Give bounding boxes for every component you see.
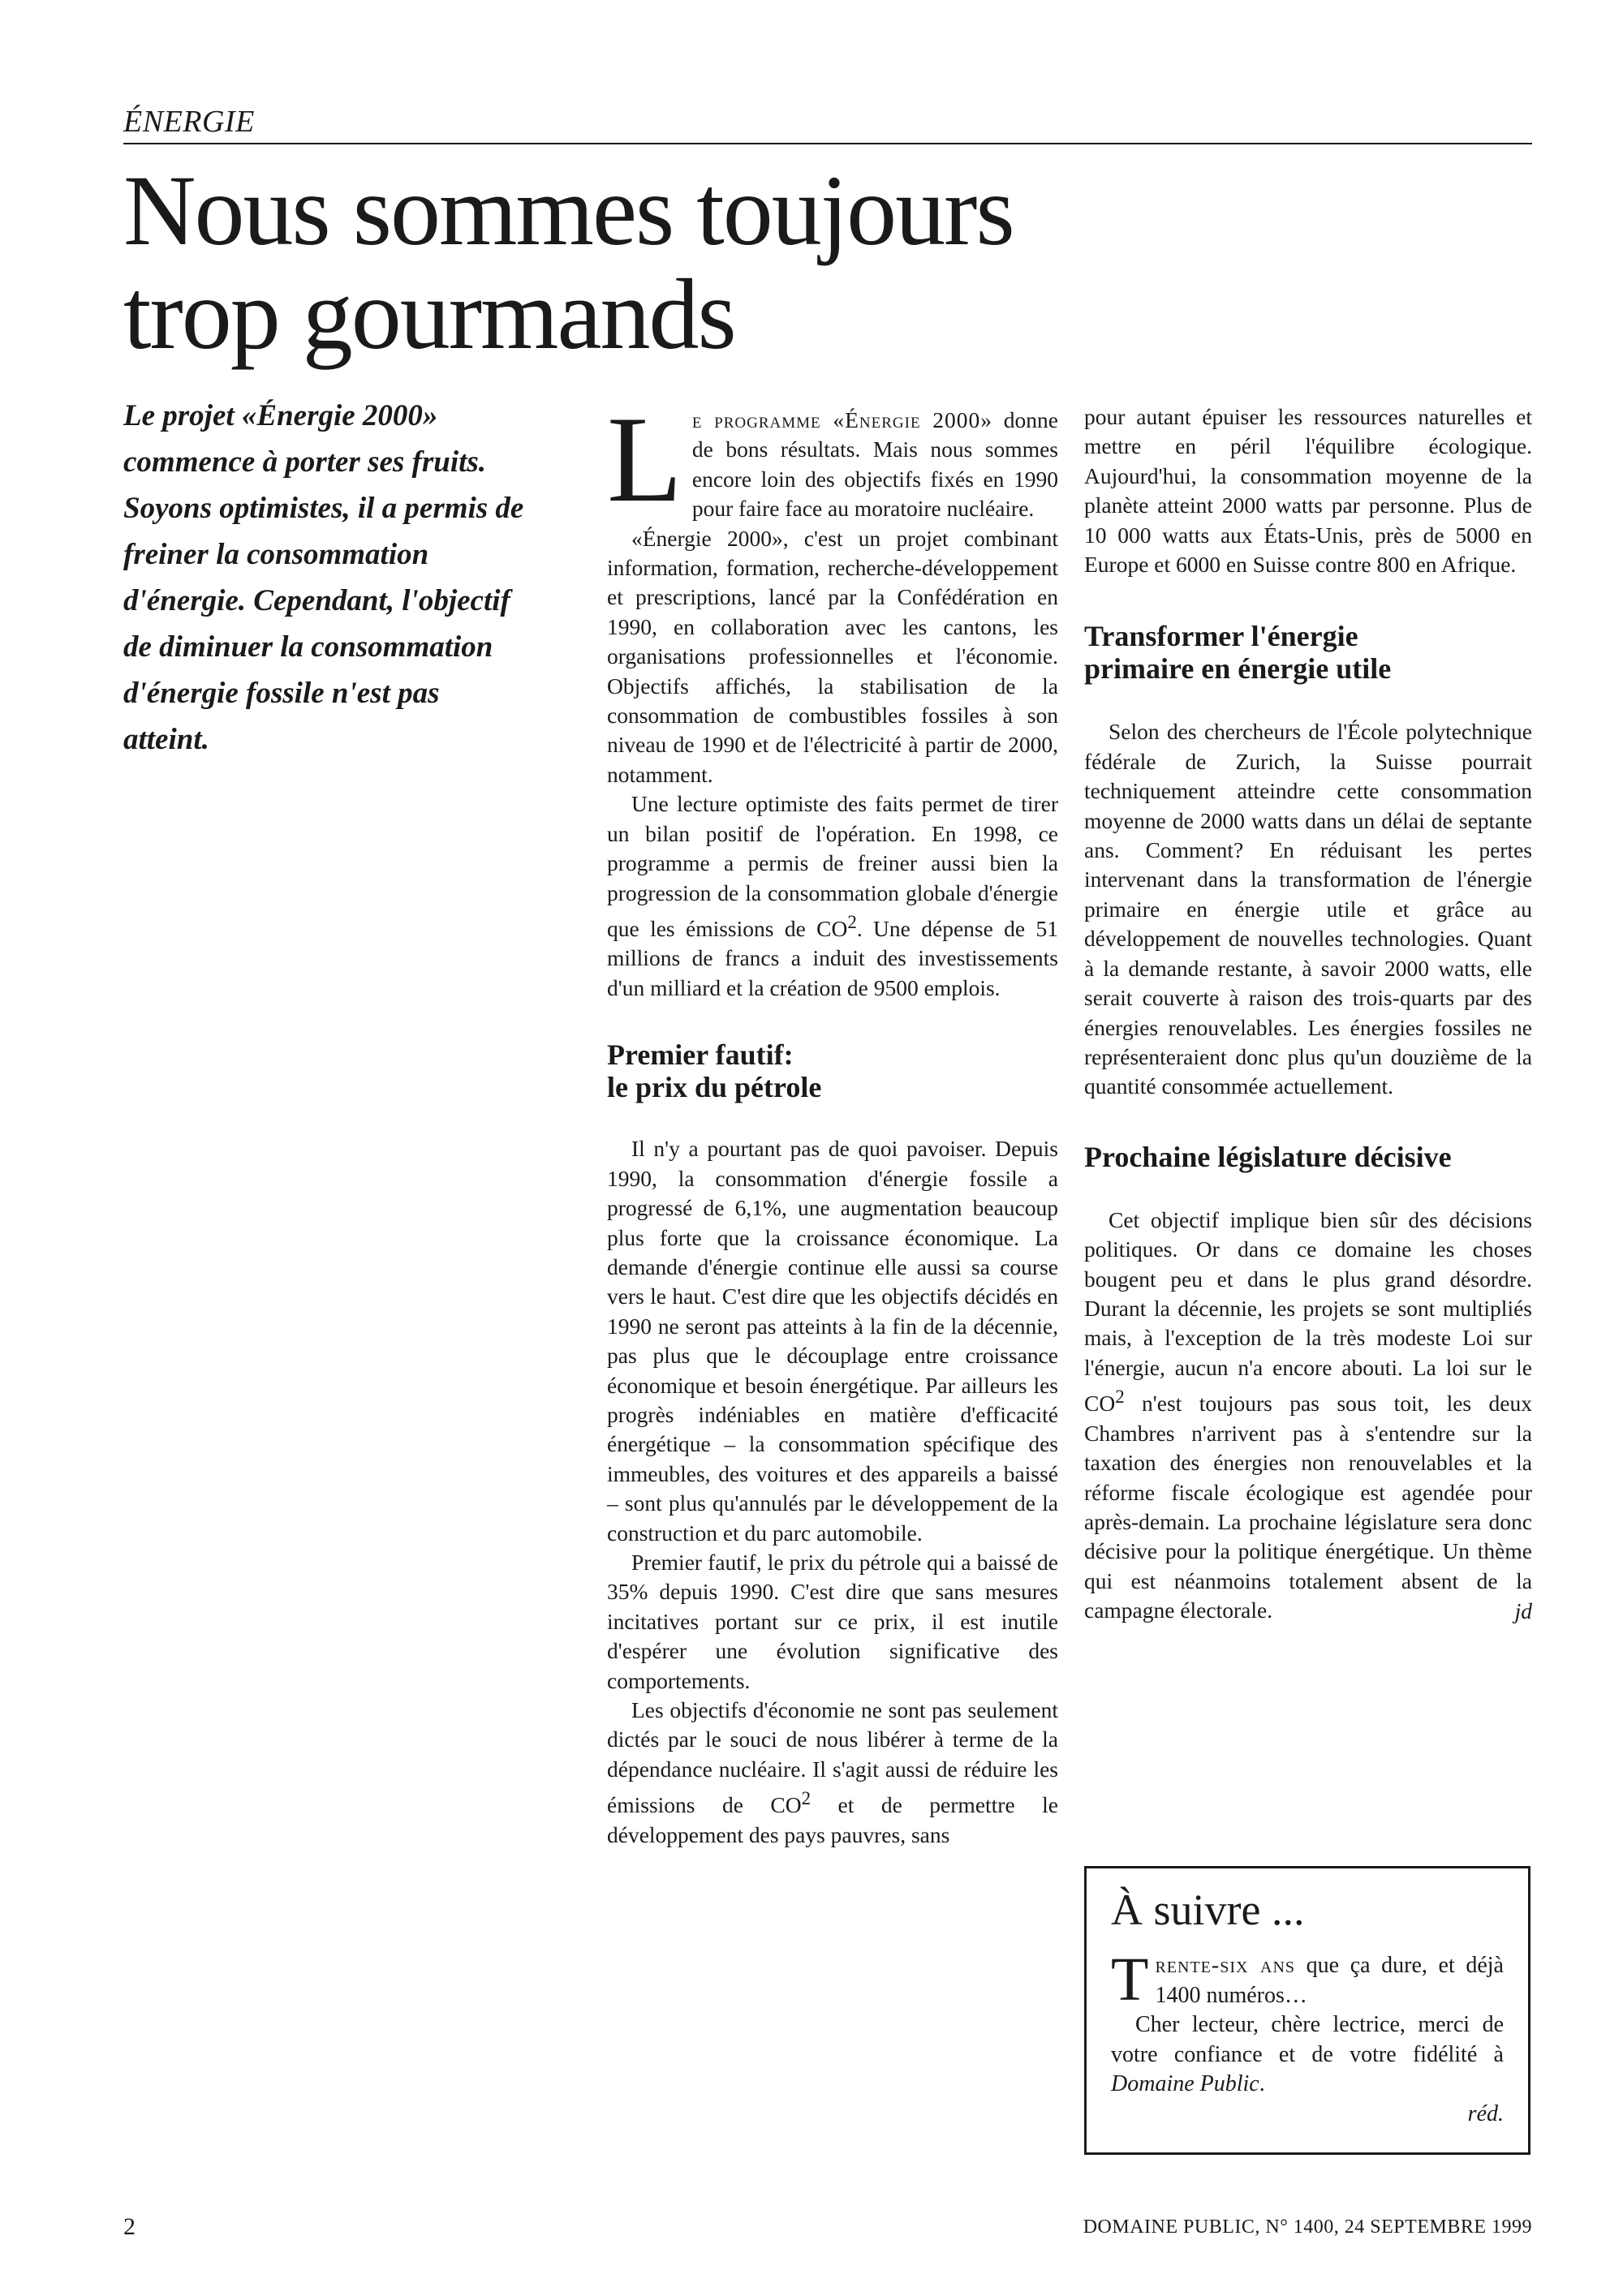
drop-cap: L: [607, 391, 682, 527]
article-paragraph: Cet objectif implique bien sûr des décisions politiques. Or dans ce domaine les choses bougent peu et dans le plus grand désordre. Durant la décennie, les projets se sont multipliés mais, à l'exception de la très modeste Loi sur l'énergie, aucun n'a encore abouti. La loi sur le $CO^2$ n'est toujours pas sous toit, les deux Chambres n'arrivent pas à s'entendre sur la taxation des énergies non renouvelables et la réforme fiscale écologique est agendée pour après-demain. La prochaine législature sera donc décisive pour la politique énergétique. Un thème qui est néanmoins totalement absent de la campagne électorale.: [1084, 1206, 1532, 1623]
article-column-1: [607, 391, 1058, 1850]
box-title: À suivre ...: [1111, 1885, 1305, 1934]
article-column-2: [1084, 402, 1532, 1626]
article-title: Nous sommes toujours trop gourmands: [123, 155, 1014, 370]
publication-info: DOMAINE PUBLIC, N° 1400, 24 SEPTEMBRE 1999: [1083, 2216, 1532, 2238]
box-text: Trente-six ans que ça dure, et déjà 1400 numéros… Cher lecteur, chère lectrice, merci de votre confiance et de votre fidélité à Domaine Public. réd.: [1111, 1951, 1504, 2129]
article-paragraph: Premier fautif, le prix du pétrole qui a baissé de 35% depuis 1990. C'est dire que sans mesures incitatives portant sur ce prix, il est inutile d'espérer une évolution significative des comportements.: [607, 1549, 1058, 1693]
a-suivre-box: [1084, 1866, 1530, 2155]
article-paragraph: «Énergie 2000», c'est un projet combinant information, formation, recherche-développement et prescriptions, lancé par la Confédération en 1990, en collaboration avec les cantons, les organisations professionnelles et l'économie. Objectifs affichés, la stabilisation de la consommation de combustibles fossiles à son niveau de 1990 et de l'électricité à partir de 2000, notamment.: [607, 525, 1058, 787]
subheading-premier-fautif: Premier fautif: le prix du pétrole: [607, 1038, 822, 1104]
article-paragraph: Selon des chercheurs de l'École polytechnique fédérale de Zurich, la Suisse pourrait techniquement atteindre cette consommation moyenne de 2000 watts dans un délai de septante ans. Comment? En réduisant les pertes intervenant dans la transformation de l'énergie primaire en énergie utile et grâce au développement de nouvelles technologies. Quant à la demande restante, à savoir 2000 watts, elle serait couverte à raison des trois-quarts par des énergies renouvelables. Les énergies fossiles ne représenteraient donc plus qu'un douzième de la quantité consommée actuellement.: [1084, 719, 1532, 1099]
page-number: 2: [123, 2213, 136, 2240]
article-paragraph: Les objectifs d'économie ne sont pas seulement dictés par le souci de nous libérer à terme de la dépendance nucléaire. Il s'agit aussi de réduire les émissions de $CO^2$ et de permettre le développement des pays pauvres, sans: [607, 1697, 1058, 1847]
subheading-transformer: Transformer l'énergie primaire en énergie utile: [1084, 620, 1392, 686]
header-rule: [123, 143, 1532, 144]
article-signature: jd: [1514, 1597, 1532, 1623]
article-paragraph: pour autant épuiser les ressources naturelles et mettre en péril l'équilibre écologique. Aujourd'hui, la consommation moyenne de la planète atteint 2000 watts par personne. Plus de 10 000 watts aux États-Unis, près de 5000 en Europe et 6000 en Suisse contre 800 en Afrique.: [1084, 404, 1532, 578]
article-paragraph: Il n'y a pourtant pas de quoi pavoiser. Depuis 1990, la consommation d'énergie fossile a progressé de 6,1%, une augmentation beaucoup plus forte que la croissance économique. La demande d'énergie continue elle aussi sa course vers le haut. C'est dire que les objectifs décidés en 1990 ne seront pas atteints à la fin de la décennie, pas plus que le découplage entre croissance économique et besoin énergétique. Par ailleurs les progrès indéniables en matière d'efficacité énergétique – la consommation spécifique des immeubles, des voitures et des appareils a baissé – sont plus qu'annulés par le développement de la construction et du parc automobile.: [607, 1136, 1058, 1546]
article-paragraph: Une lecture optimiste des faits permet de tirer un bilan positif de l'opération. En 1998, ce programme a permis de freiner aussi bien la progression de la consommation globale d'énergie que les émissions de $CO^2$. Une dépense de 51 millions de francs a induit des investissements d'un milliard et la création de 9500 emplois.: [607, 791, 1058, 1000]
article-paragraph: Le programme «Énergie 2000» donne de bons résultats. Mais nous sommes encore loin des objectifs fixés en 1990 pour faire face au moratoire nucléaire.: [607, 391, 1058, 527]
section-label: ÉNERGIE: [123, 105, 255, 139]
box-signature: réd.: [1467, 2100, 1504, 2126]
lead-paragraph: Le projet «Énergie 2000» commence à porter ses fruits. Soyons optimistes, il a permis de freiner la consommation d'énergie. Cependant, l'objectif de diminuer la consommation d'énergie fossile n'est pas atteint.: [123, 399, 524, 756]
subheading-prochaine-legislature: Prochaine législature décisive: [1084, 1140, 1452, 1173]
box-drop-cap: T: [1111, 1946, 1149, 2014]
